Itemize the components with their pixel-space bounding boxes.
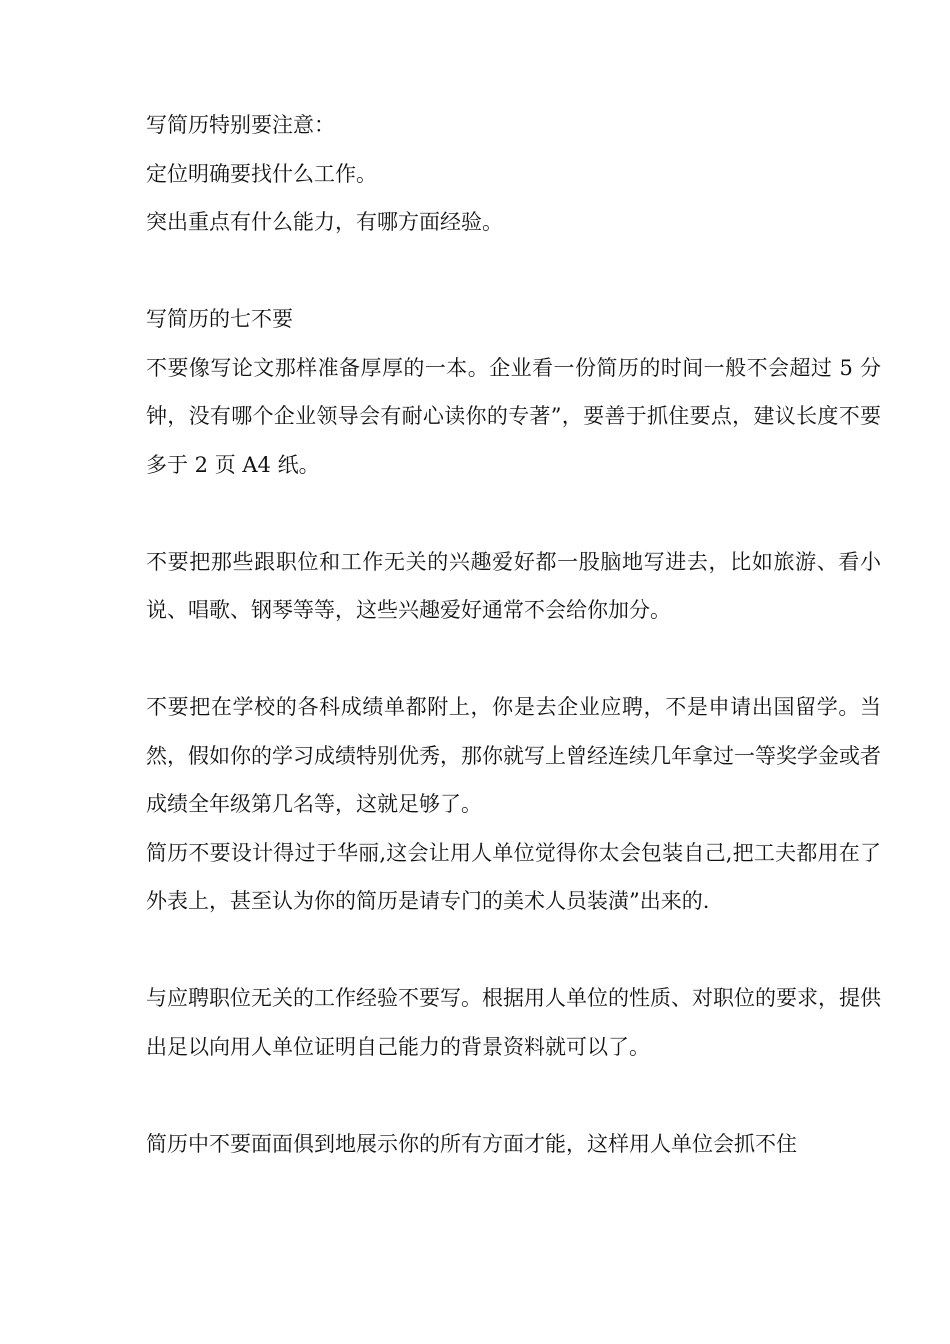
paragraph-talents: 简历中不要面面俱到地展示你的所有方面才能，这样用人单位会抓不住 bbox=[146, 1131, 797, 1156]
note-item-highlight: 突出重点有什么能力，有哪方面经验。 bbox=[146, 210, 503, 234]
paragraph-gap bbox=[146, 926, 881, 975]
paragraph-gap bbox=[146, 1071, 881, 1120]
document-body bbox=[146, 101, 881, 1168]
paragraph-design: 简历不要设计得过于华丽,这会让用人单位觉得你太会包装自己,把工夫都用在了外表上，甚至认为你的简历是请专门的美术人员装潢”出来的. bbox=[146, 840, 881, 913]
paragraph-gap bbox=[146, 635, 881, 684]
paragraph-gap bbox=[146, 489, 881, 538]
paragraph-transcripts: 不要把在学校的各科成绩单都附上，你是去企业应聘，不是申请出国留学。当然，假如你的学习成绩特别优秀，那你就写上曾经连续几年拿过一等奖学金或者成绩全年级第几名等，这就足够了。 bbox=[146, 695, 881, 816]
paragraph-gap bbox=[146, 247, 881, 296]
paragraph-hobbies: 不要把那些跟职位和工作无关的兴趣爱好都一股脑地写进去，比如旅游、看小说、唱歌、钢琴等等，这些兴趣爱好通常不会给你加分。 bbox=[146, 549, 881, 622]
note-item-positioning: 定位明确要找什么工作。 bbox=[146, 161, 377, 186]
paragraph-length: 不要像写论文那样准备厚厚的一本。企业看一份简历的时间一般不会超过 5 分钟，没有哪个企业领导会有耐心读你的专著”，要善于抓住要点，建议长度不要多于 2 页 A4 纸。 bbox=[146, 355, 881, 477]
section-heading: 写简历的七不要 bbox=[146, 307, 293, 331]
paragraph-experience: 与应聘职位无关的工作经验不要写。根据用人单位的性质、对职位的要求，提供出足以向用人单位证明自己能力的背景资料就可以了。 bbox=[146, 986, 881, 1059]
note-heading: 写简历特别要注意： bbox=[146, 113, 335, 137]
